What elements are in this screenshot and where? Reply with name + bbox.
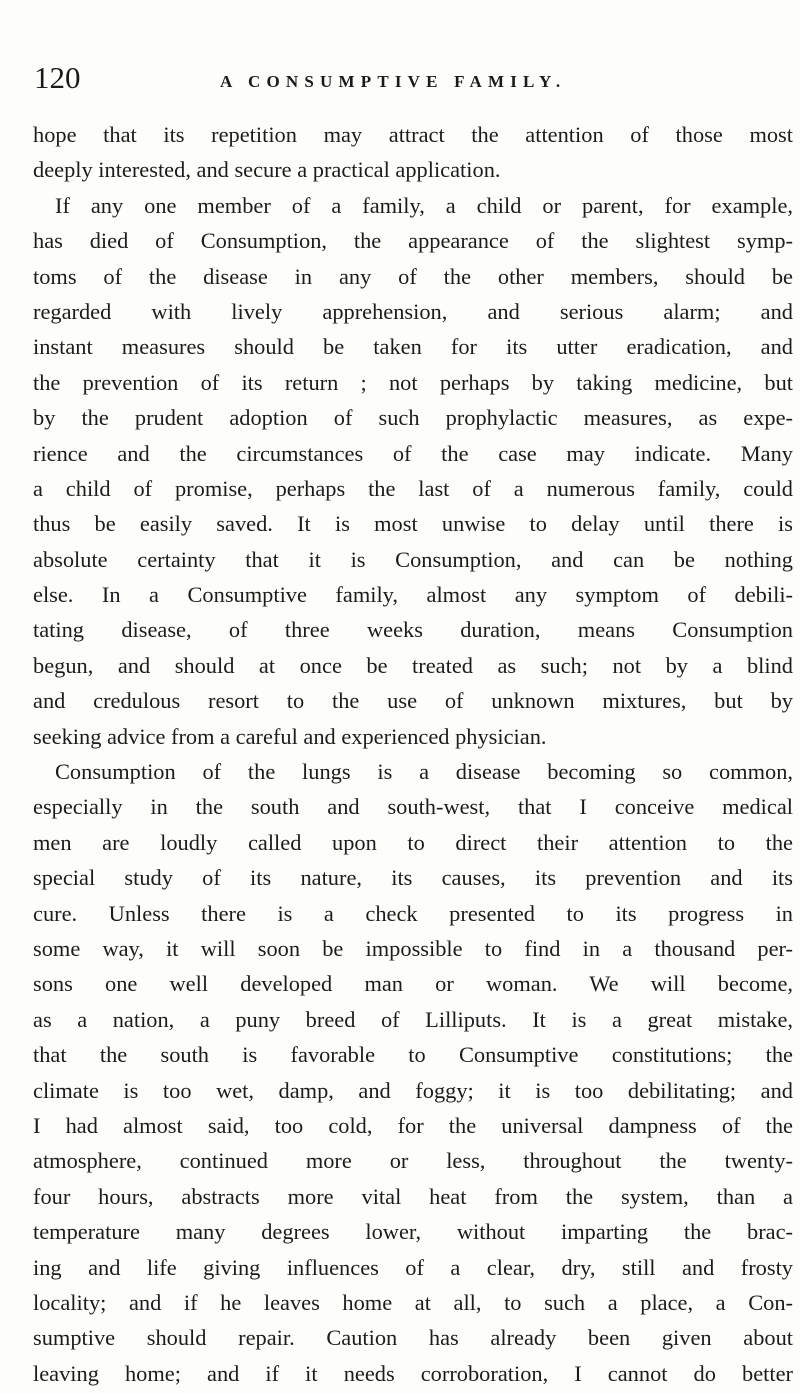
text-line: four hours, abstracts more vital heat from the system, than a [33, 1183, 793, 1209]
body-text [33, 117, 793, 1391]
text-line: thus be easily saved. It is most unwise to delay until there is [33, 511, 793, 537]
text-line: some way, it will soon be impossible to find in a thousand per- [33, 935, 793, 961]
text-line: instant measures should be taken for its utter eradication, and [33, 334, 793, 360]
text-line: especially in the south and south-west, that I conceive medical [33, 794, 793, 820]
text-line: sumptive should repair. Caution has already been given about [33, 1325, 793, 1351]
text-line: absolute certainty that it is Consumption, and can be nothing [33, 546, 793, 572]
text-line: by the prudent adoption of such prophylactic measures, as expe- [33, 405, 793, 431]
page-number: 120 [34, 60, 81, 95]
text-line: has died of Consumption, the appearance of the slightest symp- [33, 228, 793, 254]
text-line: locality; and if he leaves home at all, to such a place, a Con- [33, 1289, 793, 1315]
running-head [34, 60, 774, 100]
text-line: seeking advice from a careful and experienced physician. [33, 723, 547, 749]
text-line: tating disease, of three weeks duration, means Consumption [33, 617, 793, 643]
text-line: deeply interested, and secure a practical application. [33, 157, 501, 183]
text-line: begun, and should at once be treated as such; not by a blind [33, 652, 793, 678]
text-line: atmosphere, continued more or less, throughout the twenty- [33, 1148, 793, 1174]
text-line: else. In a Consumptive family, almost any symptom of debili- [33, 582, 793, 608]
text-line: If any one member of a family, a child or parent, for example, [55, 192, 793, 218]
text-line: that the south is favorable to Consumptive constitutions; the [33, 1042, 793, 1068]
text-line: climate is too wet, damp, and foggy; it is too debilitating; and [33, 1077, 793, 1103]
text-line: the prevention of its return ; not perhaps by taking medicine, but [33, 369, 793, 395]
text-line: leaving home; and if it needs corroboration, I cannot do better [33, 1360, 793, 1386]
text-line: cure. Unless there is a check presented to its progress in [33, 900, 793, 926]
text-line: sons one well developed man or woman. We will become, [33, 971, 793, 997]
text-line: I had almost said, too cold, for the universal dampness of the [33, 1112, 793, 1138]
text-line: Consumption of the lungs is a disease becoming so common, [55, 759, 793, 785]
text-line: and credulous resort to the use of unknown mixtures, but by [33, 688, 793, 714]
text-line: men are loudly called upon to direct their attention to the [33, 829, 793, 855]
text-line: as a nation, a puny breed of Lilliputs. It is a great mistake, [33, 1006, 793, 1032]
text-line: regarded with lively apprehension, and serious alarm; and [33, 298, 793, 324]
text-line: toms of the disease in any of the other members, should be [33, 263, 793, 289]
text-line: a child of promise, perhaps the last of a numerous family, could [33, 475, 793, 501]
text-line: hope that its repetition may attract the attention of those most [33, 122, 793, 147]
text-line: temperature many degrees lower, without imparting the brac- [33, 1219, 793, 1245]
text-line: rience and the circumstances of the case may indicate. Many [33, 440, 793, 466]
running-title: A CONSUMPTIVE FAMILY. [220, 72, 567, 91]
text-line: ing and life giving influences of a clear, dry, still and frosty [33, 1254, 793, 1280]
text-line: special study of its nature, its causes, its prevention and its [33, 865, 793, 891]
